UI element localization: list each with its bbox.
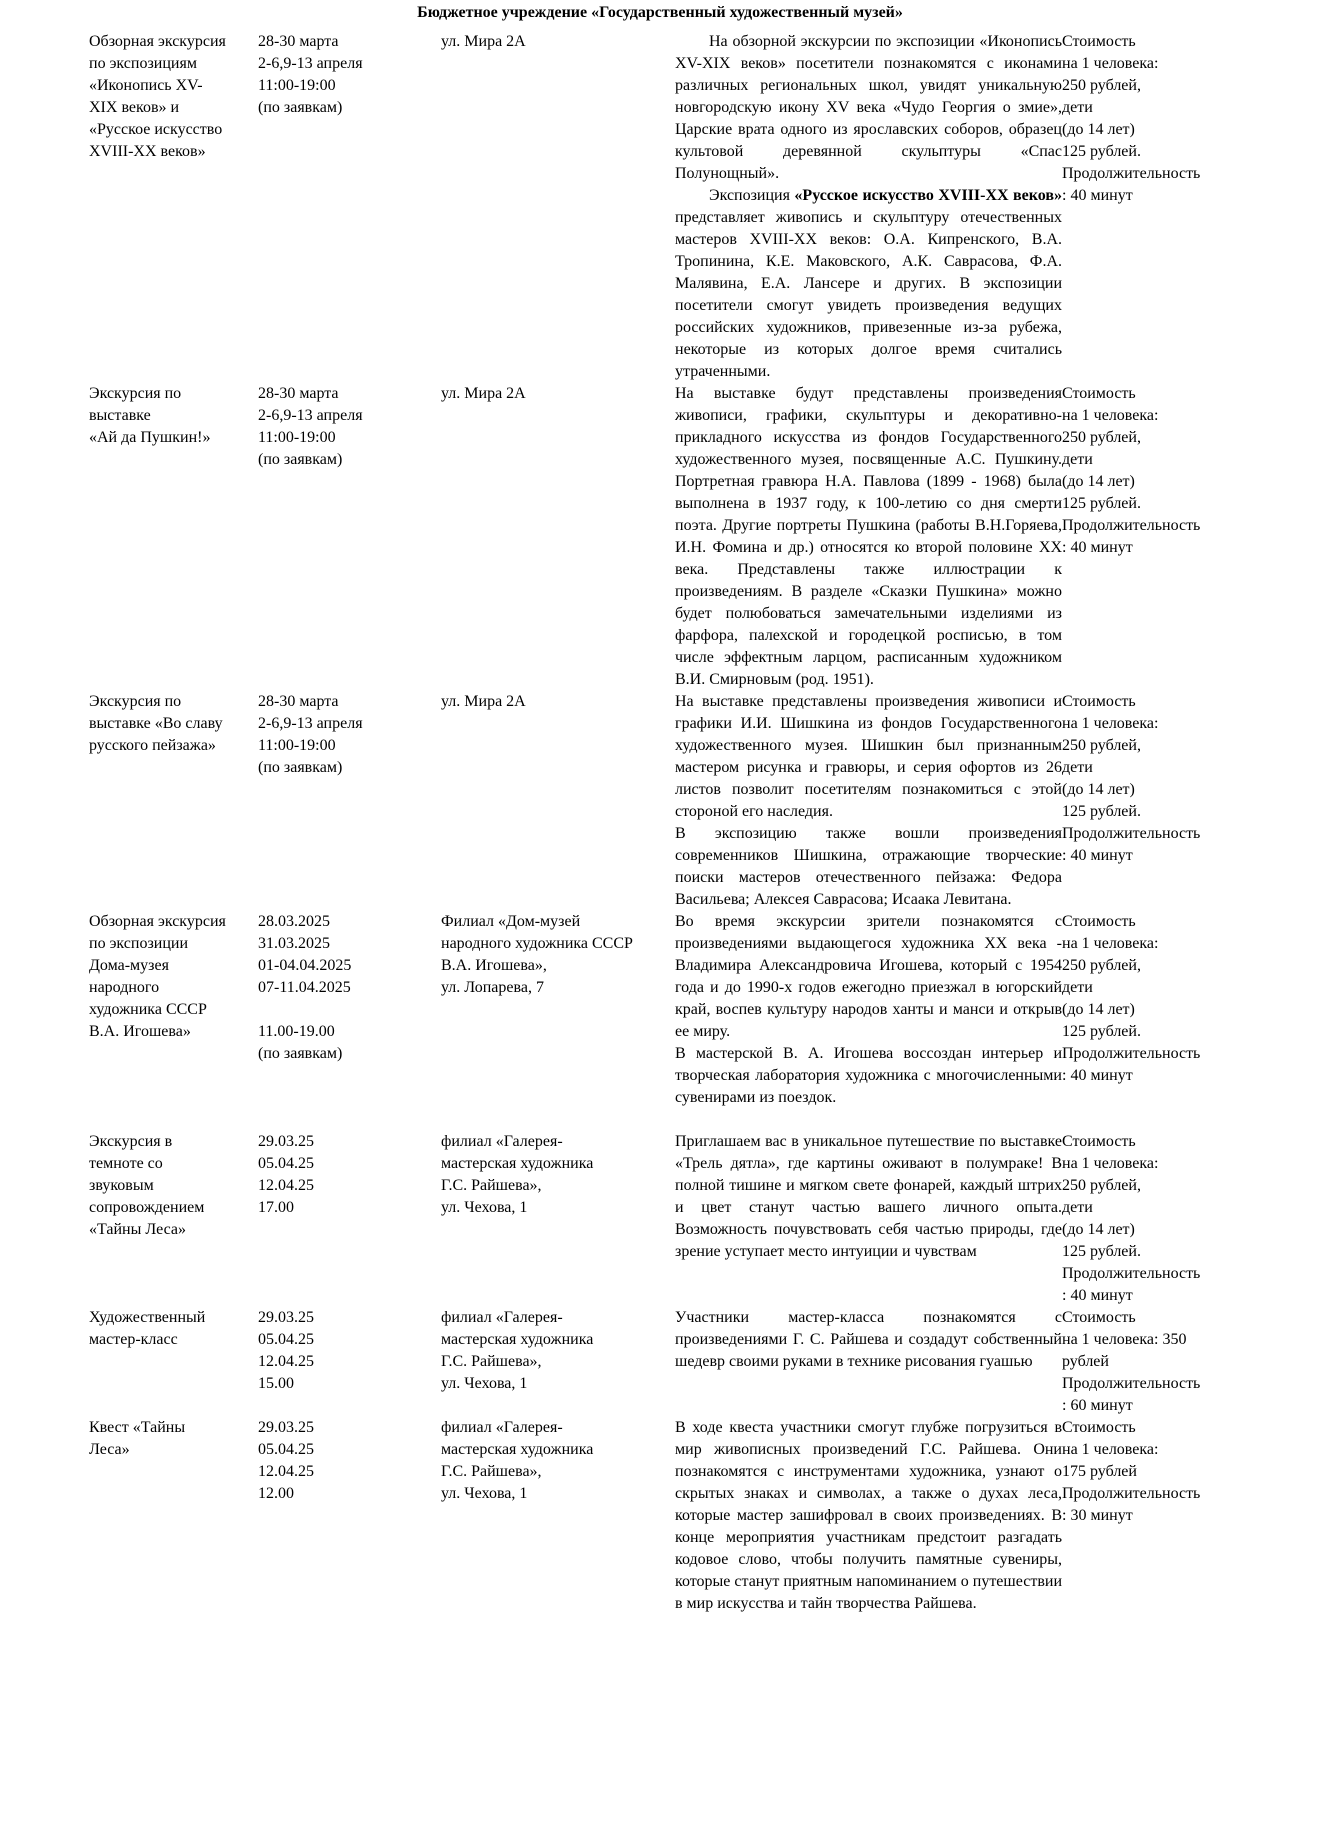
price-line: (до 14 лет): [1062, 781, 1135, 798]
price-line: (до 14 лет): [1062, 473, 1135, 490]
row-spacer: [89, 1109, 1229, 1131]
price-line: 125 рублей.: [1062, 143, 1141, 160]
event-price-cell: [1062, 383, 1229, 559]
event-dates-cell: [258, 1417, 441, 1505]
event-place-line: народного художника СССР: [441, 935, 633, 952]
price-line: Продолжительность: [1062, 1375, 1201, 1392]
table-row: [89, 691, 1229, 911]
event-date-line: 29.03.25: [258, 1133, 314, 1150]
price-line: на 1 человека: 350: [1062, 1331, 1187, 1348]
description-paragraph: В экспозицию также вошли произведения современников Шишкина, отражающие творческие поиски мастеров отечественного пейзажа: Федора Васильева; Алексея Саврасова; Исаака Левитана.: [675, 825, 1062, 908]
event-place-line: филиал «Галерея-: [441, 1309, 563, 1326]
event-place-line: ул. Мира 2А: [441, 33, 526, 50]
event-place-cell: [441, 691, 675, 713]
event-name-cell: [89, 31, 258, 163]
event-price-cell: [1062, 911, 1229, 1087]
event-place-line: Г.С. Райшева»,: [441, 1353, 542, 1370]
price-line: рублей: [1062, 1353, 1109, 1370]
price-line: Стоимость: [1062, 693, 1136, 710]
event-dates-cell: [258, 1307, 441, 1395]
event-name-line: Экскурсия по: [89, 385, 182, 402]
event-place-line: Г.С. Райшева»,: [441, 1177, 542, 1194]
price-line: Продолжительность: [1062, 165, 1201, 182]
description-paragraph: В ходе квеста участники смогут глубже погрузиться в мир живописных произведений Г.С. Райшева. Они познакомятся с инструментами художника, узнают о скрытых знаках и символах, а также о духах леса, которые мастер зашифровал в своих произведениях. В конце мероприятия участникам предстоит разгадать кодовое слово, чтобы получить памятные сувениры, которые станут приятным напоминанием о путешествии в мир искусства и тайн творчества Райшева.: [675, 1419, 1062, 1612]
event-name-line: Леса»: [89, 1441, 130, 1458]
event-name-line: Дома-музея: [89, 957, 169, 974]
event-place-line: ул. Лопарева, 7: [441, 979, 544, 996]
event-name-line: Обзорная экскурсия: [89, 33, 226, 50]
price-line: Стоимость: [1062, 1133, 1136, 1150]
event-date-line: 28-30 марта: [258, 385, 339, 402]
event-name-line: художника СССР: [89, 1001, 207, 1018]
event-name-line: Квест «Тайны: [89, 1419, 186, 1436]
event-dates-cell: [258, 383, 441, 471]
event-date-line: 31.03.2025: [258, 935, 330, 952]
price-line: 125 рублей.: [1062, 495, 1141, 512]
price-line: 250 рублей,: [1062, 957, 1141, 974]
price-line: : 40 минут: [1062, 187, 1133, 204]
price-line: Стоимость: [1062, 913, 1136, 930]
event-description-cell: [675, 1307, 1062, 1373]
price-line: Стоимость: [1062, 1419, 1136, 1436]
event-dates-cell: [258, 31, 441, 119]
table-row: [89, 911, 1229, 1109]
event-place-line: ул. Мира 2А: [441, 385, 526, 402]
page-title: Бюджетное учреждение «Государственный художественный музей»: [417, 4, 903, 21]
event-description-cell: [675, 31, 1062, 383]
event-name-line: «Русское искусство: [89, 121, 223, 138]
description-paragraph: На выставке будут представлены произведения живописи, графики, скульптуры и декоративно-прикладного искусства из фондов Государственного художественного музея, посвященные А.С. Пушкину. Портретная гравюра Н.А. Павлова (1899 - 1968) была выполнена в 1937 году, к 100-летию со дня смерти поэта. Другие портреты Пушкина (работы В.Н.Горяева, И.Н. Фомина и др.) относятся ко второй половине XX века. Представлены также иллюстрации к произведениям. В разделе «Сказки Пушкина» можно будет полюбоваться замечательными изделиями из фарфора, палехской и городецкой росписью, в том числе эффектным ларцом, расписанным художником В.И. Смирновым (род. 1951).: [675, 385, 1062, 688]
event-name-line: «Тайны Леса»: [89, 1221, 186, 1238]
description-text: Экспозиция: [709, 187, 795, 204]
event-name-line: сопровождением: [89, 1199, 205, 1216]
event-place-cell: [441, 383, 675, 405]
event-place-cell: [441, 1131, 675, 1219]
price-line: : 30 минут: [1062, 1507, 1133, 1524]
event-name-cell: [89, 1417, 258, 1461]
event-name-line: звуковым: [89, 1177, 154, 1194]
price-line: на 1 человека:: [1062, 935, 1159, 952]
event-date-line: 12.00: [258, 1485, 294, 1502]
table-row: [89, 1131, 1229, 1307]
event-name-cell: [89, 1307, 258, 1351]
event-dates-cell: [258, 691, 441, 779]
price-line: на 1 человека:: [1062, 55, 1159, 72]
price-line: (до 14 лет): [1062, 1221, 1135, 1238]
price-line: Продолжительность: [1062, 1265, 1201, 1282]
event-date-line: 01-04.04.2025: [258, 957, 352, 974]
price-line: Стоимость: [1062, 385, 1136, 402]
event-name-line: русского пейзажа»: [89, 737, 216, 754]
price-line: Продолжительность: [1062, 825, 1201, 842]
event-description-cell: [675, 691, 1062, 911]
description-paragraph: На обзорной экскурсии по экспозиции «Иконопись XV-XIX веков» посетители познакомятся с иконами различных региональных школ, увидят уникальную новгородскую икону XV века «Чудо Георгия о змие», Царские врата одного из ярославских соборов, образец культовой деревянной скульптуры «Спас Полунощный».: [675, 33, 1062, 182]
table-row: [89, 383, 1229, 691]
event-name-cell: [89, 383, 258, 449]
event-description-cell: [675, 383, 1062, 691]
description-paragraph: На выставке представлены произведения живописи и графики И.И. Шишкина из фондов Государственного художественного музея. Шишкин был признанным мастером рисунка и гравюры, и серия офортов из 26 листов позволит посетителям познакомиться с этой стороной его наследия.: [675, 693, 1062, 820]
event-place-cell: [441, 31, 675, 53]
event-name-cell: [89, 691, 258, 757]
event-place-line: мастерская художника: [441, 1331, 594, 1348]
price-line: (до 14 лет): [1062, 1001, 1135, 1018]
price-line: на 1 человека:: [1062, 715, 1159, 732]
event-name-line: темноте со: [89, 1155, 163, 1172]
price-line: 125 рублей.: [1062, 1243, 1141, 1260]
event-date-line: 28.03.2025: [258, 913, 330, 930]
event-place-line: ул. Чехова, 1: [441, 1199, 528, 1216]
event-name-line: «Ай да Пушкин!»: [89, 429, 211, 446]
event-date-line: 12.04.25: [258, 1463, 314, 1480]
event-place-cell: [441, 1307, 675, 1395]
event-date-line: 17.00: [258, 1199, 294, 1216]
event-date-line: 11:00-19:00: [258, 77, 336, 94]
price-line: 250 рублей,: [1062, 1177, 1141, 1194]
event-name-line: Художественный: [89, 1309, 206, 1326]
event-date-line: 11:00-19:00: [258, 737, 336, 754]
price-line: дети: [1062, 99, 1093, 116]
price-line: на 1 человека:: [1062, 1441, 1159, 1458]
event-date-line: (по заявкам): [258, 1045, 343, 1062]
event-name-line: «Иконопись XV-: [89, 77, 203, 94]
event-date-line: 05.04.25: [258, 1331, 314, 1348]
description-text: представляет живопись и скульптуру отечественных мастеров XVIII-XX веков: О.А. Кипренского, В.А. Тропинина, К.Е. Маковского, А.К. Саврасова, Ф.А. Малявина, Е.А. Лансере и других. В экспозиции посетители смогут увидеть произведения ведущих российских художников, привезенные из-за рубежа, некоторые из которых долгое время считались утраченными.: [675, 209, 1062, 380]
event-date-line: (по заявкам): [258, 759, 343, 776]
event-description-cell: [675, 911, 1062, 1109]
event-date-line: 29.03.25: [258, 1309, 314, 1326]
price-line: : 40 минут: [1062, 539, 1133, 556]
description-paragraph: [675, 185, 1062, 383]
event-date-line: 11:00-19:00: [258, 429, 336, 446]
events-table: [89, 31, 1229, 1615]
event-place-line: В.А. Игошева»,: [441, 957, 547, 974]
event-date-line: 2-6,9-13 апреля: [258, 55, 363, 72]
event-dates-cell: [258, 911, 441, 1065]
event-date-line: 12.04.25: [258, 1177, 314, 1194]
event-place-line: мастерская художника: [441, 1155, 594, 1172]
event-place-line: мастерская художника: [441, 1441, 594, 1458]
event-date-line: 28-30 марта: [258, 693, 339, 710]
event-date-line: 05.04.25: [258, 1441, 314, 1458]
price-line: : 60 минут: [1062, 1397, 1133, 1414]
price-line: 250 рублей,: [1062, 77, 1141, 94]
price-line: Продолжительность: [1062, 517, 1201, 534]
event-price-cell: [1062, 691, 1229, 867]
event-place-line: ул. Мира 2А: [441, 693, 526, 710]
event-place-line: ул. Чехова, 1: [441, 1375, 528, 1392]
event-name-line: народного: [89, 979, 160, 996]
event-date-line: 12.04.25: [258, 1353, 314, 1370]
event-date-line: 29.03.25: [258, 1419, 314, 1436]
price-line: Стоимость: [1062, 33, 1136, 50]
price-line: : 40 минут: [1062, 1287, 1133, 1304]
price-line: 125 рублей.: [1062, 803, 1141, 820]
event-place-line: филиал «Галерея-: [441, 1133, 563, 1150]
price-line: (до 14 лет): [1062, 121, 1135, 138]
description-paragraph: Во время экскурсии зрители познакомятся с произведениями выдающегося художника XX века - Владимира Александровича Игошева, который с 1954 года и до 1990-х годов ежегодно приезжал в югорский край, воспев культуру народов ханты и манси и открыв ее миру.: [675, 913, 1062, 1040]
price-line: дети: [1062, 1199, 1093, 1216]
event-place-cell: [441, 911, 675, 999]
event-date-line: 15.00: [258, 1375, 294, 1392]
price-line: : 40 минут: [1062, 847, 1133, 864]
event-date-line: 2-6,9-13 апреля: [258, 407, 363, 424]
event-place-line: филиал «Галерея-: [441, 1419, 563, 1436]
price-line: на 1 человека:: [1062, 1155, 1159, 1172]
event-date-line: 2-6,9-13 апреля: [258, 715, 363, 732]
price-line: на 1 человека:: [1062, 407, 1159, 424]
price-line: дети: [1062, 451, 1093, 468]
price-line: дети: [1062, 979, 1093, 996]
price-line: Продолжительность: [1062, 1485, 1201, 1502]
event-name-line: выставке: [89, 407, 151, 424]
event-place-cell: [441, 1417, 675, 1505]
event-name-line: Экскурсия в: [89, 1133, 173, 1150]
event-place-line: Филиал «Дом-музей: [441, 913, 581, 930]
event-date-line: (по заявкам): [258, 99, 343, 116]
event-date-line: 05.04.25: [258, 1155, 314, 1172]
price-line: дети: [1062, 759, 1093, 776]
event-date-line: (по заявкам): [258, 451, 343, 468]
event-description-cell: [675, 1131, 1062, 1263]
table-row: [89, 1417, 1229, 1615]
event-description-cell: [675, 1417, 1062, 1615]
event-date-spacer: [258, 999, 441, 1021]
event-name-line: мастер-класс: [89, 1331, 178, 1348]
description-paragraph: В мастерской В. А. Игошева воссоздан интерьер и творческая лаборатория художника с многочисленными сувенирами из поездок.: [675, 1045, 1062, 1106]
event-name-line: XVIII-XX веков»: [89, 143, 206, 160]
price-line: Продолжительность: [1062, 1045, 1201, 1062]
event-price-cell: [1062, 1131, 1229, 1307]
event-date-line: 11.00-19.00: [258, 1023, 335, 1040]
event-name-cell: [89, 911, 258, 1043]
table-row: [89, 31, 1229, 383]
event-place-line: ул. Чехова, 1: [441, 1485, 528, 1502]
price-line: Стоимость: [1062, 1309, 1136, 1326]
description-paragraph: Приглашаем вас в уникальное путешествие по выставке «Трель дятла», где картины оживают в полумраке! В полной тишине и мягком свете фонарей, каждый штрих и цвет станут частью вашего личного опыта. Возможность почувствовать себя частью природы, где зрение уступает место интуиции и чувствам: [675, 1133, 1062, 1260]
price-line: 250 рублей,: [1062, 429, 1141, 446]
description-paragraph: Участники мастер-класса познакомятся с произведениями Г. С. Райшева и создадут собственный шедевр своими руками в технике рисования гуашью: [675, 1309, 1062, 1370]
event-name-line: по экспозициям: [89, 55, 197, 72]
event-dates-cell: [258, 1131, 441, 1219]
exposition-title: «Русское искусство XVIII-XX веков»: [794, 187, 1062, 204]
price-line: 175 рублей: [1062, 1463, 1137, 1480]
event-name-line: Экскурсия по: [89, 693, 182, 710]
event-name-line: по экспозиции: [89, 935, 189, 952]
event-price-cell: [1062, 1307, 1229, 1417]
event-date-line: 28-30 марта: [258, 33, 339, 50]
event-name-cell: [89, 1131, 258, 1241]
price-line: 250 рублей,: [1062, 737, 1141, 754]
event-place-line: Г.С. Райшева»,: [441, 1463, 542, 1480]
event-name-line: выставке «Во славу: [89, 715, 223, 732]
event-price-cell: [1062, 31, 1229, 207]
event-name-line: XIX веков» и: [89, 99, 180, 116]
event-date-line: 07-11.04.2025: [258, 979, 351, 996]
price-line: : 40 минут: [1062, 1067, 1133, 1084]
event-name-line: Обзорная экскурсия: [89, 913, 226, 930]
event-price-cell: [1062, 1417, 1229, 1527]
table-row: [89, 1307, 1229, 1417]
event-name-line: В.А. Игошева»: [89, 1023, 191, 1040]
price-line: 125 рублей.: [1062, 1023, 1141, 1040]
